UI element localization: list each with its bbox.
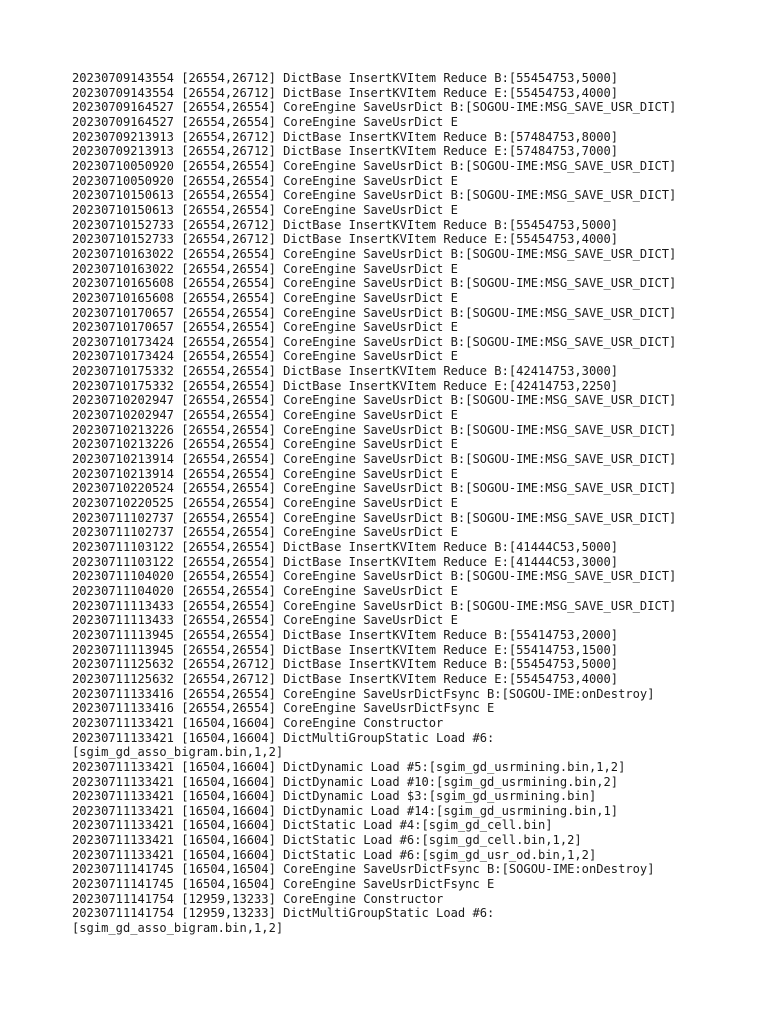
log-line: 20230710173424 [26554,26554] CoreEngine SaveUsrDict E (72, 349, 458, 364)
log-line: 20230711113945 [26554,26554] DictBase InsertKVItem Reduce E:[55414753,1500] (72, 642, 619, 657)
log-line: 20230711141745 [16504,16504] CoreEngine SaveUsrDictFsync B:[SOGOU-IME:onDestroy] (72, 862, 655, 877)
log-line: 20230710165608 [26554,26554] CoreEngine SaveUsrDict E (72, 290, 458, 305)
log-line: 20230711113433 [26554,26554] CoreEngine SaveUsrDict E (72, 613, 458, 628)
log-line: 20230711104020 [26554,26554] CoreEngine SaveUsrDict B:[SOGOU-IME:MSG_SAVE_USR_DICT] (72, 569, 677, 584)
log-line: 20230710163022 [26554,26554] CoreEngine SaveUsrDict B:[SOGOU-IME:MSG_SAVE_USR_DICT] (72, 246, 677, 261)
log-line: 20230711133421 [16504,16604] DictDynamic Load $3:[sgim_gd_usrmining.bin] (72, 789, 597, 804)
log-line: 20230709143554 [26554,26712] DictBase InsertKVItem Reduce B:[55454753,5000] (72, 71, 619, 85)
log-line: 20230711133421 [16504,16604] DictStatic Load #6:[sgim_gd_usr_od.bin,1,2] (72, 847, 597, 862)
log-line: 20230711125632 [26554,26712] DictBase InsertKVItem Reduce E:[55454753,4000] (72, 671, 619, 686)
log-line: 20230711102737 [26554,26554] CoreEngine SaveUsrDict E (72, 525, 458, 540)
log-line: 20230710213226 [26554,26554] CoreEngine SaveUsrDict E (72, 437, 458, 452)
log-line: 20230711141754 [12959,13233] DictMultiGroupStatic Load #6: (72, 906, 495, 921)
log-line: 20230710163022 [26554,26554] CoreEngine SaveUsrDict E (72, 261, 458, 276)
log-line: 20230711133421 [16504,16604] CoreEngine Constructor (72, 715, 444, 730)
log-text-block (72, 71, 712, 936)
log-line: 20230711133421 [16504,16604] DictStatic Load #6:[sgim_gd_cell.bin,1,2] (72, 833, 582, 848)
log-line: 20230711102737 [26554,26554] CoreEngine SaveUsrDict B:[SOGOU-IME:MSG_SAVE_USR_DICT] (72, 510, 677, 525)
log-line: 20230710152733 [26554,26712] DictBase InsertKVItem Reduce B:[55454753,5000] (72, 217, 619, 232)
log-line: 20230711133421 [16504,16604] DictDynamic Load #5:[sgim_gd_usrmining.bin,1,2] (72, 759, 626, 774)
log-line: [sgim_gd_asso_bigram.bin,1,2] (72, 921, 284, 936)
log-line: 20230710175332 [26554,26554] DictBase InsertKVItem Reduce E:[42414753,2250] (72, 378, 619, 393)
log-line: 20230711133421 [16504,16604] DictStatic Load #4:[sgim_gd_cell.bin] (72, 818, 553, 833)
log-line: 20230710173424 [26554,26554] CoreEngine SaveUsrDict B:[SOGOU-IME:MSG_SAVE_USR_DICT] (72, 334, 677, 349)
log-line: 20230711103122 [26554,26554] DictBase InsertKVItem Reduce B:[41444C53,5000] (72, 540, 619, 554)
log-line: 20230710152733 [26554,26712] DictBase InsertKVItem Reduce E:[55454753,4000] (72, 232, 619, 247)
log-line: 20230710175332 [26554,26554] DictBase InsertKVItem Reduce B:[42414753,3000] (72, 364, 619, 379)
log-line: 20230710213914 [26554,26554] CoreEngine SaveUsrDict B:[SOGOU-IME:MSG_SAVE_USR_DICT] (72, 452, 677, 467)
log-line: 20230710213914 [26554,26554] CoreEngine SaveUsrDict E (72, 466, 458, 481)
log-line: 20230709213913 [26554,26712] DictBase InsertKVItem Reduce B:[57484753,8000] (72, 129, 619, 144)
log-line: 20230710050920 [26554,26554] CoreEngine SaveUsrDict E (72, 173, 458, 188)
log-line: 20230711113945 [26554,26554] DictBase InsertKVItem Reduce B:[55414753,2000] (72, 627, 619, 642)
log-line: 20230709213913 [26554,26712] DictBase InsertKVItem Reduce E:[57484753,7000] (72, 144, 619, 159)
log-line: 20230710202947 [26554,26554] CoreEngine SaveUsrDict B:[SOGOU-IME:MSG_SAVE_USR_DICT] (72, 393, 677, 408)
log-line: 20230711125632 [26554,26712] DictBase InsertKVItem Reduce B:[55454753,5000] (72, 657, 619, 672)
log-line: 20230711133421 [16504,16604] DictMultiGroupStatic Load #6: (72, 730, 495, 745)
log-line: 20230710202947 [26554,26554] CoreEngine SaveUsrDict E (72, 408, 458, 423)
log-line: 20230710165608 [26554,26554] CoreEngine SaveUsrDict B:[SOGOU-IME:MSG_SAVE_USR_DICT] (72, 276, 677, 291)
log-line: 20230710170657 [26554,26554] CoreEngine SaveUsrDict B:[SOGOU-IME:MSG_SAVE_USR_DICT] (72, 305, 677, 320)
log-line: 20230709143554 [26554,26712] DictBase InsertKVItem Reduce E:[55454753,4000] (72, 85, 619, 100)
log-line: 20230711113433 [26554,26554] CoreEngine SaveUsrDict B:[SOGOU-IME:MSG_SAVE_USR_DICT] (72, 598, 677, 613)
log-line: 20230710150613 [26554,26554] CoreEngine SaveUsrDict B:[SOGOU-IME:MSG_SAVE_USR_DICT] (72, 188, 677, 203)
log-line: 20230709164527 [26554,26554] CoreEngine SaveUsrDict E (72, 114, 458, 129)
log-line: 20230711133416 [26554,26554] CoreEngine SaveUsrDictFsync E (72, 701, 495, 716)
log-line: 20230711133421 [16504,16604] DictDynamic Load #10:[sgim_gd_usrmining.bin,2] (72, 774, 619, 789)
log-line: 20230710220524 [26554,26554] CoreEngine SaveUsrDict B:[SOGOU-IME:MSG_SAVE_USR_DICT] (72, 481, 677, 496)
log-line: 20230711103122 [26554,26554] DictBase InsertKVItem Reduce E:[41444C53,3000] (72, 554, 619, 569)
log-line: [sgim_gd_asso_bigram.bin,1,2] (72, 745, 284, 760)
log-line: 20230710050920 [26554,26554] CoreEngine SaveUsrDict B:[SOGOU-IME:MSG_SAVE_USR_DICT] (72, 158, 677, 173)
log-line: 20230711104020 [26554,26554] CoreEngine SaveUsrDict E (72, 583, 458, 598)
log-line: 20230710213226 [26554,26554] CoreEngine SaveUsrDict B:[SOGOU-IME:MSG_SAVE_USR_DICT] (72, 422, 677, 437)
log-line: 20230710170657 [26554,26554] CoreEngine SaveUsrDict E (72, 320, 458, 335)
log-line: 20230711141745 [16504,16504] CoreEngine SaveUsrDictFsync E (72, 877, 495, 892)
log-line: 20230711141754 [12959,13233] CoreEngine Constructor (72, 891, 444, 906)
log-line: 20230710150613 [26554,26554] CoreEngine SaveUsrDict E (72, 202, 458, 217)
log-line: 20230711133416 [26554,26554] CoreEngine SaveUsrDictFsync B:[SOGOU-IME:onDestroy] (72, 686, 655, 701)
log-line: 20230709164527 [26554,26554] CoreEngine SaveUsrDict B:[SOGOU-IME:MSG_SAVE_USR_DICT] (72, 100, 677, 115)
log-line: 20230711133421 [16504,16604] DictDynamic Load #14:[sgim_gd_usrmining.bin,1] (72, 803, 619, 818)
log-line: 20230710220525 [26554,26554] CoreEngine SaveUsrDict E (72, 496, 458, 511)
